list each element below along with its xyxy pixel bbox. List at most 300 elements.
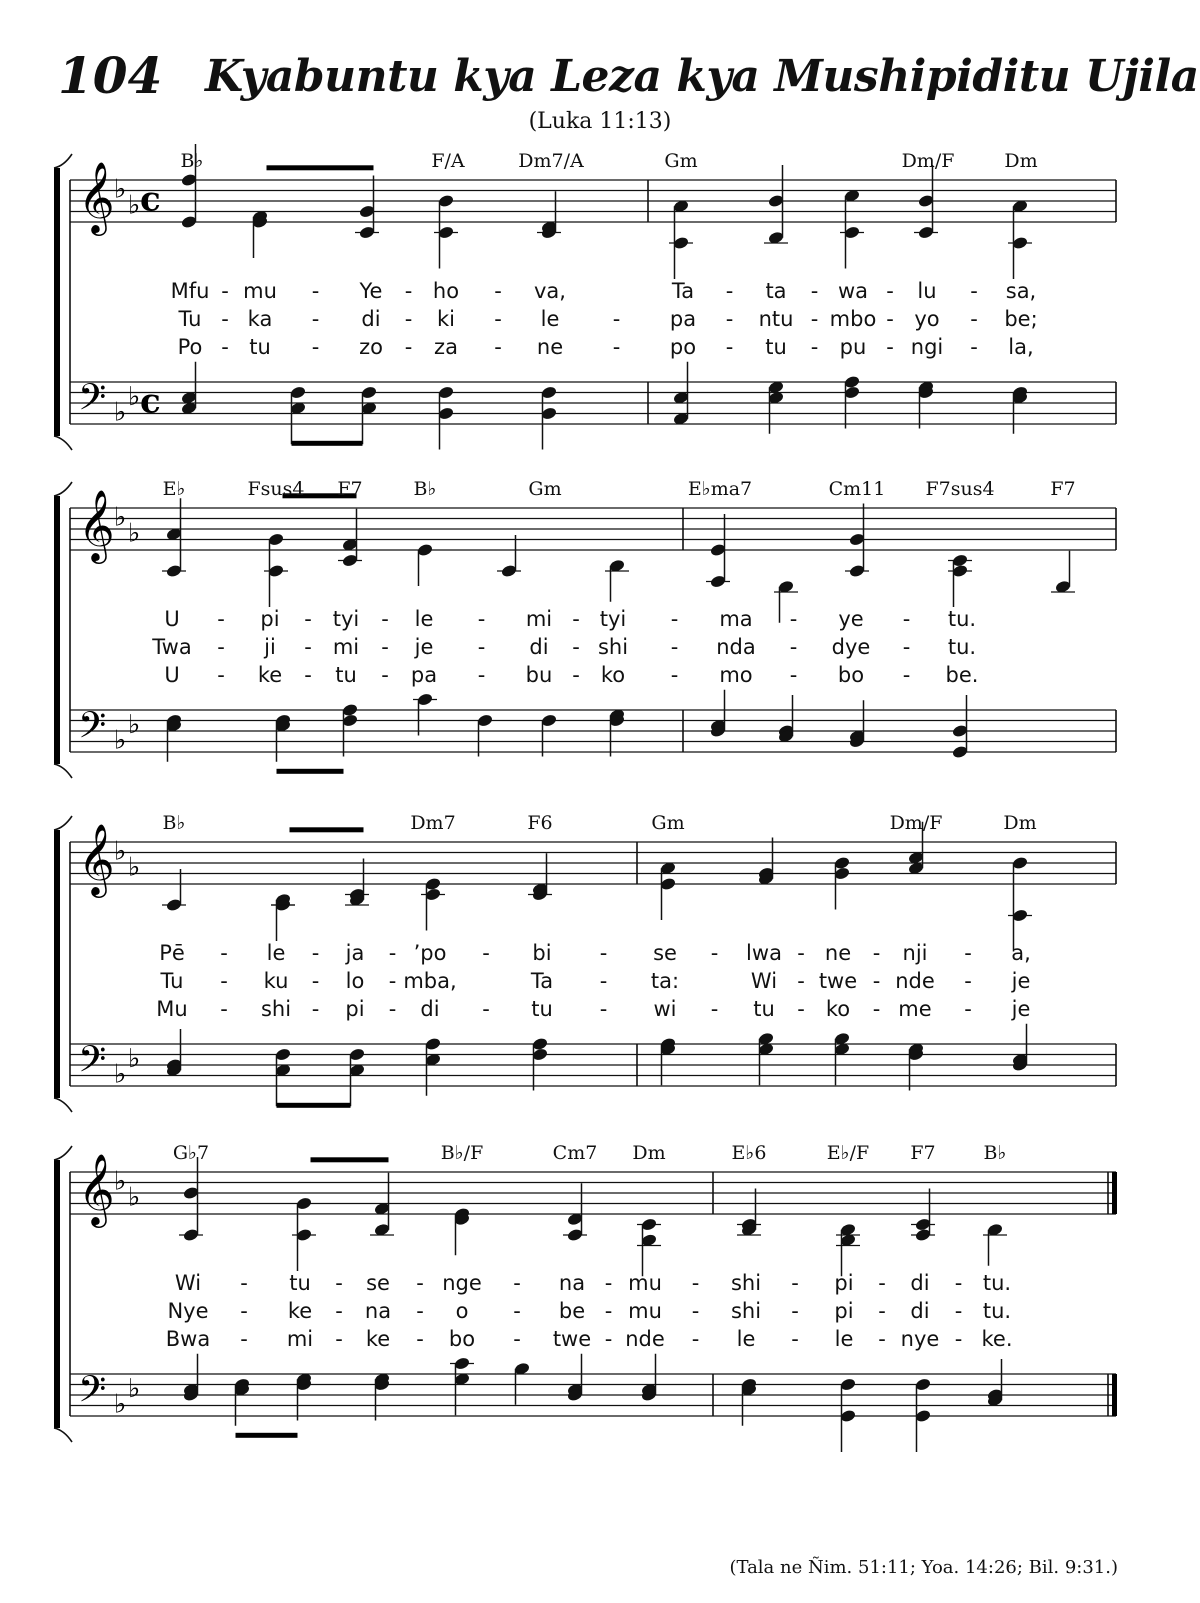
chord-symbol: G♭7 — [172, 1142, 210, 1164]
beam — [292, 441, 363, 446]
chord-symbol: Gm — [651, 812, 685, 834]
syllable-hyphen: - — [304, 635, 312, 659]
lyric-syllable: zo — [359, 335, 383, 359]
treble-clef-icon: 𝄞 — [78, 1151, 115, 1225]
syllable-hyphen: - — [964, 969, 972, 993]
lyric-line-verse-1 — [0, 605, 1200, 633]
lyric-syllable: di — [420, 997, 440, 1021]
syllable-hyphen: - — [797, 941, 805, 965]
lyric-syllable: di — [361, 307, 381, 331]
lyric-syllable: tyi — [332, 607, 360, 631]
lyric-syllable: le — [540, 307, 560, 331]
chord-symbol: Dm/F — [901, 150, 955, 172]
syllable-hyphen: - — [691, 1327, 700, 1351]
beam — [311, 1157, 389, 1162]
flat-icon: ♭ — [114, 1166, 127, 1197]
syllable-hyphen: - — [220, 997, 228, 1021]
lyric-syllable: lwa — [746, 941, 782, 965]
lyric-syllable: Bwa — [165, 1327, 211, 1351]
flat-icon: ♭ — [128, 709, 141, 740]
syllable-hyphen: - — [477, 635, 486, 659]
lyric-syllable: tu. — [982, 1299, 1012, 1323]
syllable-hyphen: - — [513, 1271, 521, 1295]
syllable-hyphen: - — [791, 1327, 799, 1351]
bass-clef-icon: 𝄢 — [78, 1038, 107, 1090]
bracket-hook — [54, 482, 72, 496]
beam — [236, 1433, 298, 1438]
chord-symbol: F/A — [431, 150, 465, 172]
lyric-syllable: Nye — [167, 1299, 209, 1323]
lyric-syllable: sa, — [1005, 279, 1037, 303]
chord-symbol: E♭ma7 — [687, 478, 753, 500]
lyric-syllable: nde — [895, 969, 935, 993]
final-barline — [1112, 1374, 1117, 1416]
lyric-syllable: Ye — [359, 279, 383, 303]
lyric-syllable: Mu — [156, 997, 188, 1021]
flat-icon: ♭ — [128, 1182, 141, 1213]
lyric-syllable: mba, — [403, 969, 457, 993]
lyric-syllable: tu — [531, 997, 553, 1021]
lyric-syllable: be — [558, 1299, 586, 1323]
chord-symbol: E♭6 — [731, 1142, 767, 1164]
lyric-syllable: wa — [837, 279, 869, 303]
lyric-syllable: Wi — [174, 1271, 202, 1295]
syllable-hyphen: - — [220, 969, 228, 993]
chord-symbol: F6 — [527, 812, 553, 834]
syllable-hyphen: - — [670, 607, 679, 631]
syllable-hyphen: - — [791, 1299, 799, 1323]
syllable-hyphen: - — [477, 663, 486, 687]
syllable-hyphen: - — [388, 969, 397, 993]
syllable-hyphen: - — [810, 279, 819, 303]
lyric-syllable: ke — [257, 663, 283, 687]
syllable-hyphen: - — [902, 607, 911, 631]
syllable-hyphen: - — [311, 941, 320, 965]
syllable-hyphen: - — [572, 663, 580, 687]
lyric-syllable: mi — [332, 635, 360, 659]
syllable-hyphen: - — [902, 635, 911, 659]
syllable-hyphen: - — [240, 1327, 248, 1351]
bracket-hook — [54, 764, 72, 778]
beam — [277, 1103, 351, 1108]
syllable-hyphen: - — [970, 307, 978, 331]
syllable-hyphen: - — [482, 997, 490, 1021]
syllable-hyphen: - — [902, 663, 911, 687]
chord-symbol: B♭ — [413, 478, 437, 500]
lyric-syllable: tu. — [947, 607, 977, 631]
syllable-hyphen: - — [878, 1271, 886, 1295]
beam — [290, 827, 364, 832]
lyric-syllable: be. — [945, 663, 979, 687]
lyric-syllable: Ta — [530, 969, 554, 993]
lyric-syllable: nde — [625, 1327, 665, 1351]
syllable-hyphen: - — [872, 941, 881, 965]
chord-symbol: B♭ — [162, 812, 186, 834]
lyric-syllable: shi — [597, 635, 629, 659]
lyric-syllable: pi — [345, 997, 365, 1021]
lyric-syllable: ho — [432, 279, 460, 303]
syllable-hyphen: - — [691, 1271, 700, 1295]
lyric-syllable: mu — [243, 279, 277, 303]
syllable-hyphen: - — [810, 335, 819, 359]
syllable-hyphen: - — [217, 663, 225, 687]
lyric-syllable: tu. — [947, 635, 977, 659]
syllable-hyphen: - — [612, 335, 621, 359]
lyric-syllable: U — [164, 607, 180, 631]
lyric-syllable: lu — [917, 279, 937, 303]
syllable-hyphen: - — [513, 1299, 521, 1323]
syllable-hyphen: - — [416, 1271, 424, 1295]
bass-clef-icon: 𝄢 — [78, 1368, 107, 1420]
syllable-hyphen: - — [970, 279, 978, 303]
syllable-hyphen: - — [725, 279, 734, 303]
syllable-hyphen: - — [221, 307, 229, 331]
lyric-syllable: nye — [900, 1327, 940, 1351]
lyric-line-verse-1 — [0, 939, 1200, 967]
syllable-hyphen: - — [388, 941, 397, 965]
beam — [267, 165, 374, 170]
chord-symbol: Dm — [1004, 150, 1038, 172]
lyric-syllable: ngi — [910, 335, 944, 359]
lyric-syllable: dye — [831, 635, 871, 659]
syllable-hyphen: - — [494, 335, 502, 359]
chord-symbol: Cm11 — [828, 478, 886, 500]
lyric-line-verse-1 — [0, 1269, 1200, 1297]
lyric-syllable: di — [910, 1271, 930, 1295]
lyric-syllable: ji — [264, 635, 276, 659]
chord-symbol: F7sus4 — [925, 478, 995, 500]
lyric-syllable: Tu — [160, 969, 184, 993]
hymn-title: Kyabuntu kya Leza kya Mushipiditu Ujila — [205, 51, 1199, 102]
flat-icon: ♭ — [114, 502, 127, 533]
syllable-hyphen: - — [612, 307, 621, 331]
syllable-hyphen: - — [710, 997, 719, 1021]
lyric-syllable: ke. — [981, 1327, 1013, 1351]
chord-symbol: F7 — [910, 1142, 936, 1164]
lyric-syllable: ta: — [650, 969, 680, 993]
lyric-syllable: ke — [365, 1327, 391, 1351]
syllable-hyphen: - — [416, 1327, 424, 1351]
lyric-syllable: za — [434, 335, 458, 359]
chord-symbol: Fsus4 — [247, 478, 305, 500]
syllable-hyphen: - — [789, 663, 798, 687]
score-system — [0, 150, 1200, 470]
syllable-hyphen: - — [810, 307, 819, 331]
syllable-hyphen: - — [572, 607, 580, 631]
syllable-hyphen: - — [872, 997, 881, 1021]
syllable-hyphen: - — [388, 997, 397, 1021]
lyric-syllable: twe — [552, 1327, 592, 1351]
syllable-hyphen: - — [220, 941, 228, 965]
syllable-hyphen: - — [572, 635, 580, 659]
syllable-hyphen: - — [494, 307, 502, 331]
bracket-hook — [54, 154, 72, 168]
lyric-syllable: nge — [442, 1271, 482, 1295]
lyric-syllable: U — [164, 663, 180, 687]
syllable-hyphen: - — [599, 941, 608, 965]
lyric-syllable: ki — [437, 307, 455, 331]
chord-symbol: E♭/F — [826, 1142, 870, 1164]
lyric-syllable: bo — [837, 663, 865, 687]
flat-icon: ♭ — [128, 852, 141, 883]
syllable-hyphen: - — [878, 1327, 886, 1351]
syllable-hyphen: - — [381, 607, 389, 631]
lyric-syllable: le — [266, 941, 286, 965]
common-time-icon: c — [140, 179, 161, 220]
lyric-syllable: nda — [716, 635, 756, 659]
lyric-syllable: o — [455, 1299, 469, 1323]
syllable-hyphen: - — [477, 607, 486, 631]
lyric-syllable: Mfu — [170, 279, 210, 303]
syllable-hyphen: - — [725, 307, 734, 331]
lyric-syllable: ko — [600, 663, 626, 687]
hymn-number: 104 — [58, 46, 163, 105]
bracket-hook — [54, 1146, 72, 1160]
syllable-hyphen: - — [404, 307, 413, 331]
syllable-hyphen: - — [670, 635, 679, 659]
syllable-hyphen: - — [221, 279, 229, 303]
lyric-syllable: Tu — [178, 307, 202, 331]
lyric-syllable: Po — [177, 335, 203, 359]
lyric-syllable: a, — [1011, 941, 1031, 965]
syllable-hyphen: - — [311, 279, 320, 303]
lyric-syllable: ke — [287, 1299, 313, 1323]
syllable-hyphen: - — [381, 663, 389, 687]
flat-icon: ♭ — [114, 1059, 127, 1090]
lyric-line-verse-3 — [0, 333, 1200, 361]
chord-symbol: B♭ — [180, 150, 204, 172]
syllable-hyphen: - — [791, 1271, 799, 1295]
beam — [277, 769, 344, 774]
syllable-hyphen: - — [494, 279, 502, 303]
syllable-hyphen: - — [604, 1271, 613, 1295]
lyric-syllable: le — [834, 1327, 854, 1351]
chord-symbol: F7 — [1050, 478, 1076, 500]
lyric-syllable: na — [364, 1299, 392, 1323]
lyric-syllable: mu — [628, 1271, 662, 1295]
lyric-syllable: di — [910, 1299, 930, 1323]
lyric-line-verse-3 — [0, 661, 1200, 689]
syllable-hyphen: - — [797, 997, 805, 1021]
flat-icon: ♭ — [114, 1389, 127, 1420]
syllable-hyphen: - — [304, 607, 312, 631]
lyric-line-verse-3 — [0, 995, 1200, 1023]
lyric-syllable: tu — [249, 335, 271, 359]
lyric-syllable: nji — [902, 941, 928, 965]
syllable-hyphen: - — [335, 1271, 343, 1295]
lyric-syllable: le — [414, 607, 434, 631]
syllable-hyphen: - — [217, 635, 225, 659]
lyric-line-verse-2 — [0, 633, 1200, 661]
chord-symbol: Dm — [1003, 812, 1037, 834]
lyric-syllable: ko — [825, 997, 851, 1021]
lyric-syllable: Pē — [159, 941, 185, 965]
chord-symbol: Dm/F — [889, 812, 943, 834]
syllable-hyphen: - — [599, 969, 608, 993]
syllable-hyphen: - — [404, 335, 413, 359]
lyric-syllable: ku — [263, 969, 289, 993]
score-system — [0, 812, 1200, 1132]
syllable-hyphen: - — [335, 1299, 343, 1323]
lyric-syllable: mo — [719, 663, 753, 687]
score-system — [0, 478, 1200, 798]
syllable-hyphen: - — [221, 335, 229, 359]
syllable-hyphen: - — [599, 997, 608, 1021]
syllable-hyphen: - — [311, 335, 320, 359]
lyric-syllable: mi — [525, 607, 553, 631]
treble-clef-icon: 𝄞 — [78, 159, 115, 233]
lyric-syllable: ye — [838, 607, 864, 631]
syllable-hyphen: - — [381, 635, 389, 659]
lyric-syllable: je — [1011, 997, 1031, 1021]
flat-icon: ♭ — [114, 836, 127, 867]
chord-symbol: F7 — [337, 478, 363, 500]
chord-symbol: Gm — [664, 150, 698, 172]
syllable-hyphen: - — [311, 307, 320, 331]
syllable-hyphen: - — [416, 1299, 424, 1323]
lyric-syllable: mbo — [829, 307, 877, 331]
chord-symbol: B♭ — [983, 1142, 1007, 1164]
syllable-hyphen: - — [886, 307, 894, 331]
flat-icon: ♭ — [128, 1043, 141, 1074]
syllable-hyphen: - — [335, 1327, 343, 1351]
lyric-syllable: po — [669, 335, 697, 359]
lyric-syllable: tu — [765, 335, 787, 359]
chord-symbol: E♭ — [162, 478, 186, 500]
lyric-line-verse-1 — [0, 277, 1200, 305]
lyric-line-verse-3 — [0, 1325, 1200, 1353]
chord-symbol: Cm7 — [552, 1142, 598, 1164]
lyric-syllable: tu — [753, 997, 775, 1021]
lyric-line-verse-2 — [0, 305, 1200, 333]
lyric-line-verse-2 — [0, 967, 1200, 995]
lyric-syllable: lo — [345, 969, 365, 993]
lyric-syllable: ne — [824, 941, 852, 965]
bracket-hook — [54, 436, 72, 450]
chord-symbol: Dm7/A — [518, 150, 584, 172]
treble-clef-icon: 𝄞 — [78, 821, 115, 895]
lyric-syllable: yo — [914, 307, 940, 331]
syllable-hyphen: - — [789, 607, 798, 631]
lyric-syllable: Wi — [750, 969, 778, 993]
flat-icon: ♭ — [114, 174, 127, 205]
treble-clef-icon: 𝄞 — [78, 487, 115, 561]
bracket-hook — [54, 1098, 72, 1112]
lyric-syllable: se — [653, 941, 677, 965]
lyric-syllable: di — [529, 635, 549, 659]
flat-icon: ♭ — [114, 397, 127, 428]
syllable-hyphen: - — [872, 969, 881, 993]
lyric-syllable: ma — [719, 607, 753, 631]
flat-icon: ♭ — [114, 725, 127, 756]
lyric-syllable: shi — [260, 997, 292, 1021]
lyric-syllable: Twa — [152, 635, 192, 659]
chord-symbol: Dm7 — [410, 812, 456, 834]
syllable-hyphen: - — [691, 1299, 700, 1323]
lyric-syllable: ka — [247, 307, 273, 331]
lyric-syllable: je — [1011, 969, 1031, 993]
flat-icon: ♭ — [128, 381, 141, 412]
hymn-header — [0, 0, 1200, 150]
syllable-hyphen: - — [240, 1271, 248, 1295]
lyric-syllable: le — [736, 1327, 756, 1351]
syllable-hyphen: - — [878, 1299, 886, 1323]
lyric-syllable: mi — [286, 1327, 314, 1351]
syllable-hyphen: - — [604, 1327, 613, 1351]
lyric-syllable: shi — [730, 1271, 762, 1295]
lyric-syllable: va, — [534, 279, 566, 303]
lyric-syllable: tu. — [982, 1271, 1012, 1295]
syllable-hyphen: - — [404, 279, 413, 303]
lyric-syllable: ’po — [413, 941, 447, 965]
lyric-syllable: ntu — [758, 307, 794, 331]
syllable-hyphen: - — [789, 635, 798, 659]
bass-clef-icon: 𝄢 — [78, 376, 107, 428]
syllable-hyphen: - — [886, 279, 894, 303]
scripture-reference: (Luka 11:13) — [528, 109, 672, 134]
syllable-hyphen: - — [954, 1271, 963, 1295]
syllable-hyphen: - — [217, 607, 225, 631]
lyric-syllable: pu — [839, 335, 867, 359]
lyric-syllable: ne — [536, 335, 564, 359]
syllable-hyphen: - — [954, 1299, 963, 1323]
syllable-hyphen: - — [725, 335, 734, 359]
lyric-syllable: mu — [628, 1299, 662, 1323]
lyric-syllable: wi — [653, 997, 677, 1021]
lyric-syllable: tyi — [599, 607, 627, 631]
bass-clef-icon: 𝄢 — [78, 704, 107, 756]
lyric-syllable: pa — [410, 663, 438, 687]
lyric-syllable: bu — [525, 663, 553, 687]
lyric-syllable: twe — [818, 969, 858, 993]
score-system — [0, 1142, 1200, 1462]
syllable-hyphen: - — [964, 997, 972, 1021]
lyric-syllable: tu — [289, 1271, 311, 1295]
final-barline — [1112, 1172, 1117, 1214]
footnote: (Tala ne Ñim. 51:11; Yoa. 14:26; Bil. 9:31.) — [729, 1557, 1118, 1578]
chord-symbol: B♭/F — [440, 1142, 484, 1164]
lyric-syllable: bo — [448, 1327, 476, 1351]
lyric-syllable: shi — [730, 1299, 762, 1323]
syllable-hyphen: - — [954, 1327, 963, 1351]
bracket-hook — [54, 816, 72, 830]
syllable-hyphen: - — [304, 663, 312, 687]
syllable-hyphen: - — [797, 969, 805, 993]
syllable-hyphen: - — [311, 969, 320, 993]
lyric-syllable: ta — [765, 279, 787, 303]
syllable-hyphen: - — [240, 1299, 248, 1323]
syllable-hyphen: - — [513, 1327, 521, 1351]
lyric-syllable: pi — [834, 1271, 854, 1295]
chord-symbol: Gm — [528, 478, 562, 500]
lyric-syllable: la, — [1008, 335, 1034, 359]
syllable-hyphen: - — [964, 941, 972, 965]
lyric-syllable: pa — [669, 307, 697, 331]
syllable-hyphen: - — [670, 663, 679, 687]
lyric-line-verse-2 — [0, 1297, 1200, 1325]
chord-symbol: Dm — [632, 1142, 666, 1164]
flat-icon: ♭ — [128, 1373, 141, 1404]
lyric-syllable: be; — [1004, 307, 1038, 331]
lyric-syllable: pi — [834, 1299, 854, 1323]
syllable-hyphen: - — [482, 941, 490, 965]
lyric-syllable: ja — [345, 941, 365, 965]
lyric-syllable: se — [366, 1271, 390, 1295]
syllable-hyphen: - — [710, 941, 719, 965]
lyric-syllable: pi — [260, 607, 280, 631]
bracket-hook — [54, 1428, 72, 1442]
lyric-syllable: me — [898, 997, 932, 1021]
